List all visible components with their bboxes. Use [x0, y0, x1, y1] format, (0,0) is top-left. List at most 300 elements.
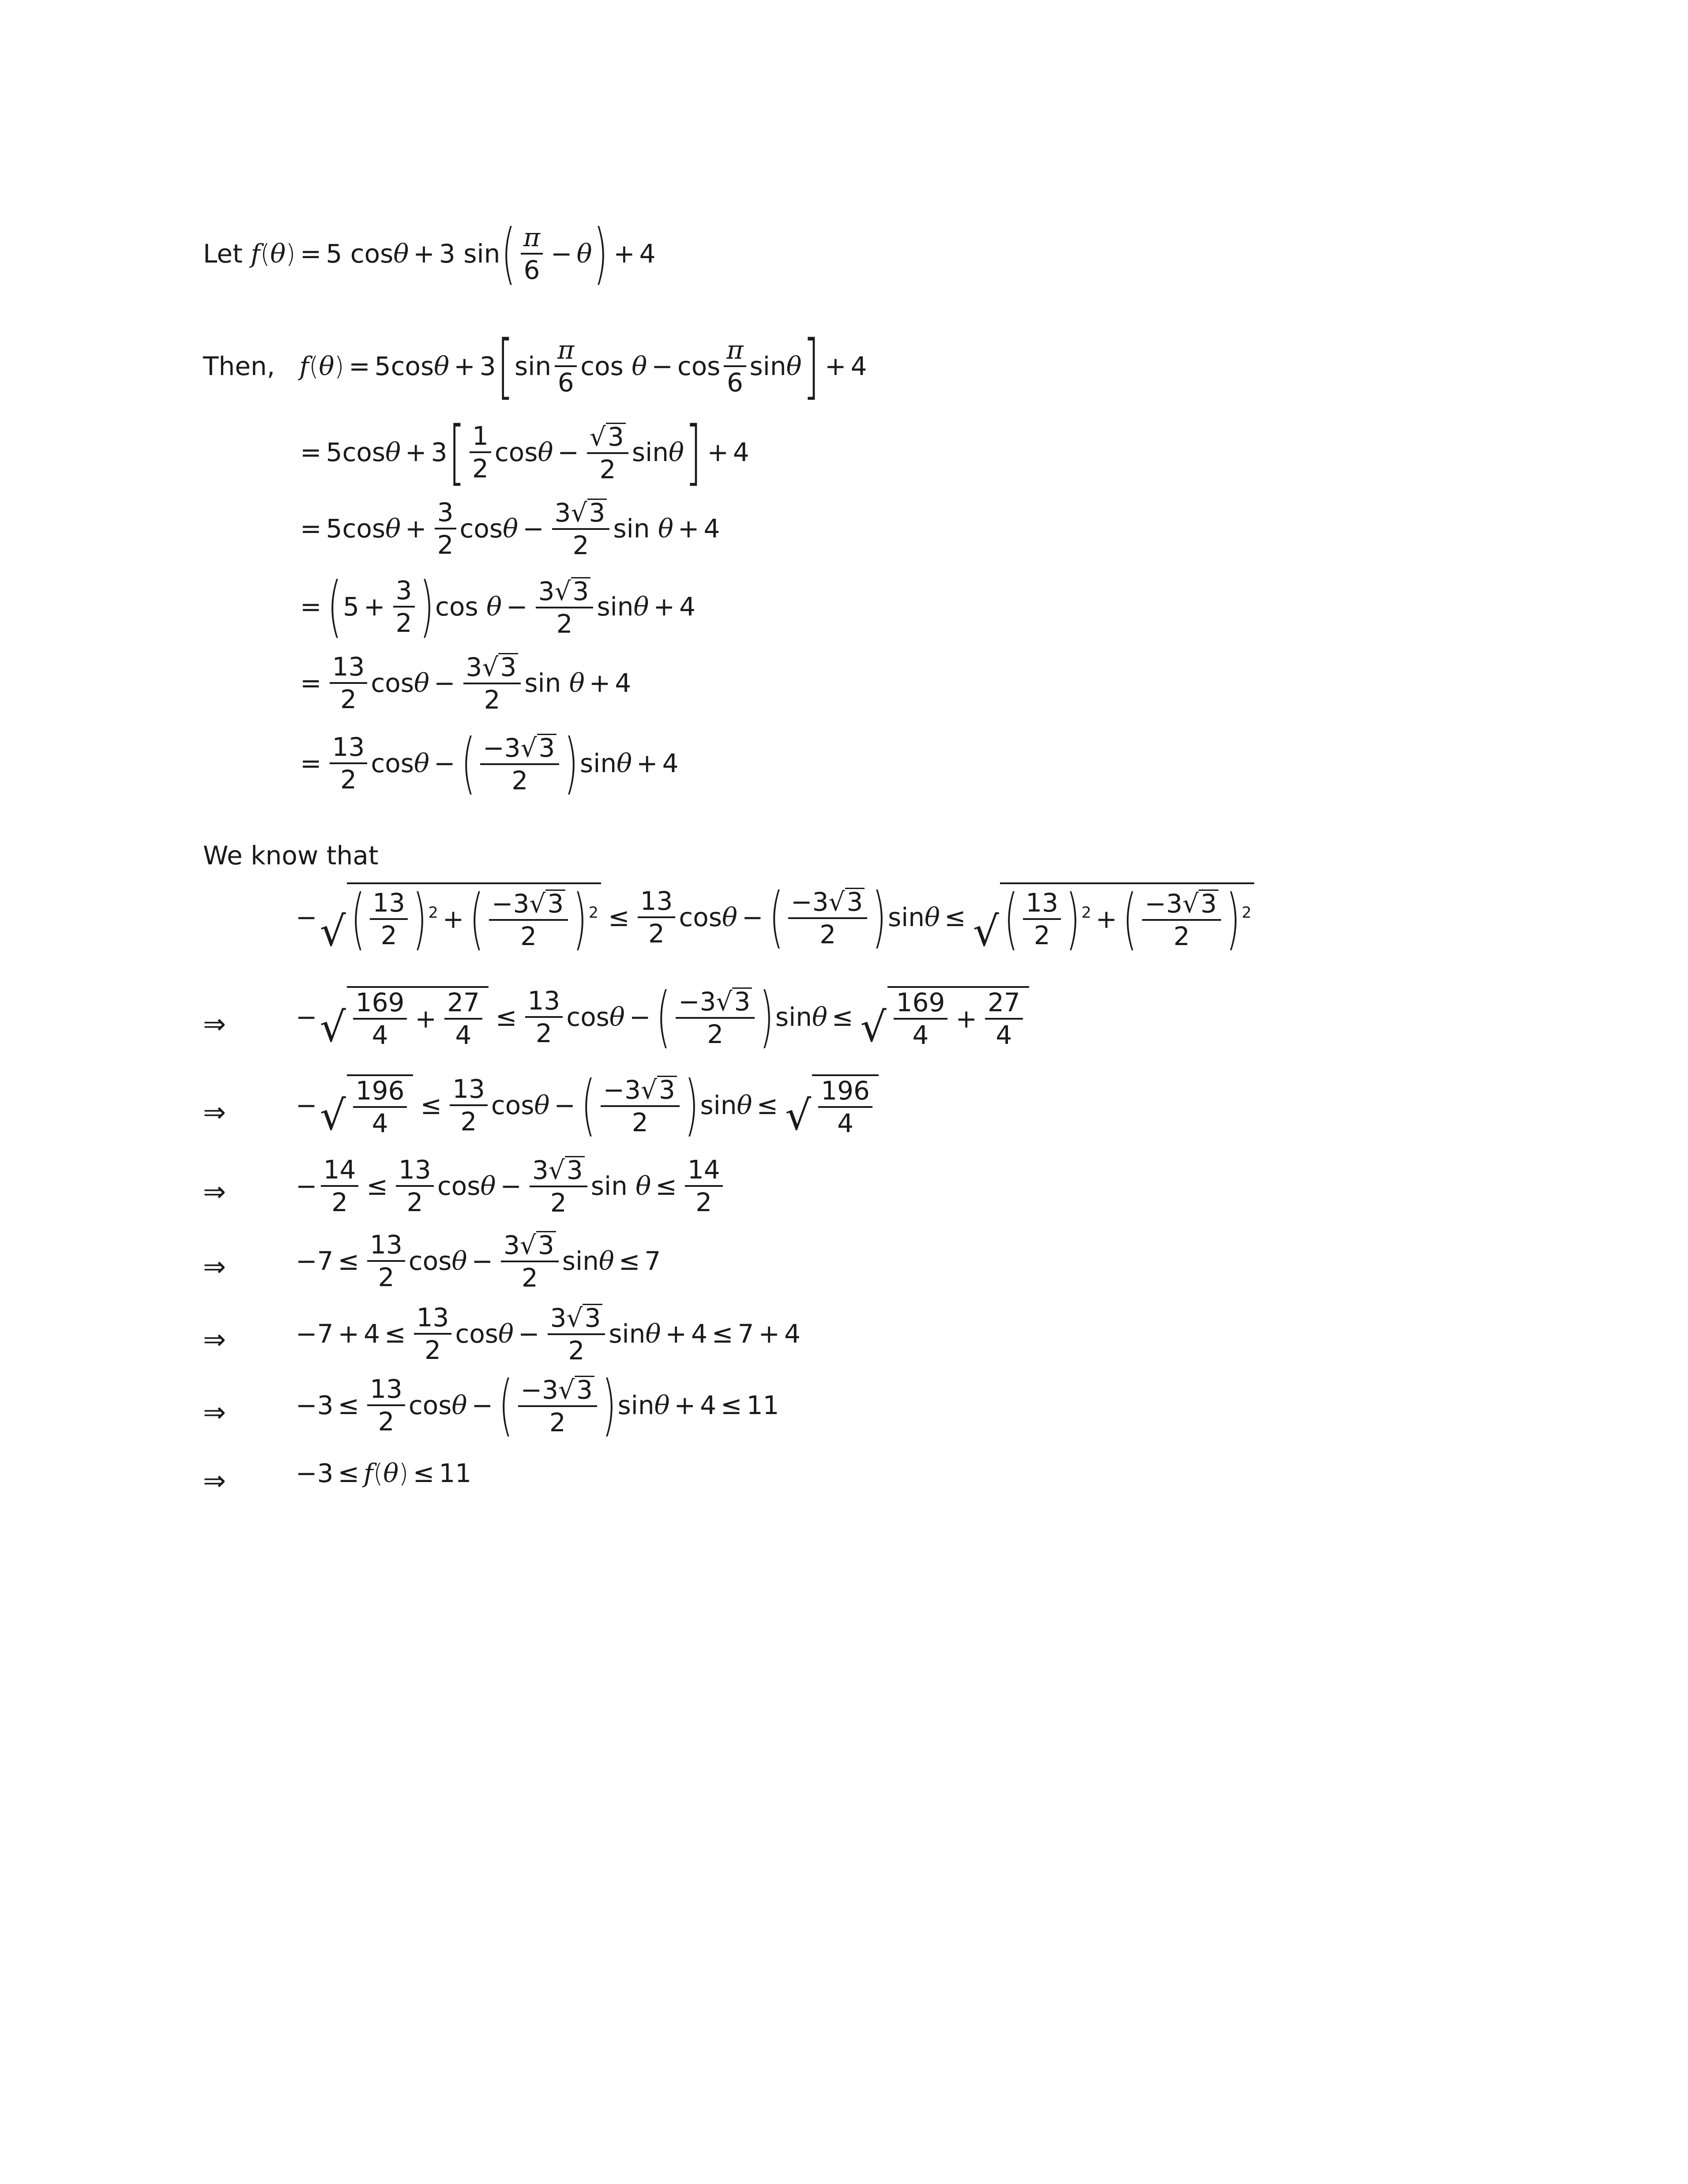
denominator: 2 [556, 608, 573, 639]
equation-step-5 [296, 568, 696, 645]
fraction-13-2 [330, 651, 368, 714]
numerator: −3√ 3 [676, 987, 755, 1019]
fraction-1-2 [470, 421, 491, 484]
numerator: 13 [414, 1305, 452, 1335]
cos-fn: cos [391, 351, 434, 381]
implies-arrow: ⇒ [203, 1175, 226, 1208]
numerator: 3√ 3 [501, 1231, 559, 1262]
theta-symbol: θ [434, 351, 450, 381]
fraction-neg3sqrt3-2 [480, 732, 559, 796]
coef: −3 [483, 732, 521, 763]
numerator: 13 [367, 1376, 405, 1406]
inequality-5 [296, 1231, 661, 1291]
inequality-3 [296, 1067, 881, 1144]
theta-symbol: θ [480, 1171, 496, 1201]
theta-symbol: θ [451, 1246, 467, 1276]
numerator: 13 [367, 1232, 405, 1262]
inequality-4 [296, 1156, 726, 1216]
theta-symbol: θ [658, 513, 673, 544]
fraction-196-4 [353, 1078, 407, 1136]
plus-sign: + [415, 1004, 437, 1034]
cos-fn: cos [491, 1090, 534, 1120]
numerator: √ 3 [587, 423, 628, 454]
denominator: 2 [1173, 921, 1190, 951]
implies-arrow: ⇒ [203, 1250, 226, 1283]
exponent: 2 [428, 904, 438, 922]
numerator: 3 [435, 499, 456, 529]
square-root [973, 881, 1254, 957]
fraction-3sqrt3-2 [552, 499, 610, 558]
sin-fn: sin [749, 351, 786, 381]
denominator: 2 [340, 684, 357, 714]
radicand: 3 [583, 1304, 602, 1331]
denominator: 2 [425, 1335, 441, 1365]
fraction-3-2 [435, 499, 456, 558]
paren-open: ( [769, 879, 783, 956]
value-neg7: −7 [296, 1318, 334, 1349]
minus-sign: − [471, 1390, 493, 1420]
radicand [812, 1074, 879, 1136]
value-neg3: −3 [296, 1390, 334, 1420]
radicand [887, 986, 1029, 1048]
minus-sign: − [500, 1171, 522, 1201]
coef-3: 3 [431, 437, 447, 467]
coef: 3 [504, 1230, 520, 1260]
plus-sign: + [405, 437, 427, 467]
fraction-13-2 [1023, 890, 1061, 948]
sin-fn: sin [562, 1246, 599, 1276]
fraction-13-2 [367, 1229, 405, 1292]
paren-open: ( [1004, 881, 1019, 957]
denominator: 2 [632, 1107, 648, 1137]
le-sign: ≤ [413, 1458, 435, 1488]
radical-sign: √ [785, 1092, 812, 1140]
numerator: 3 [393, 578, 415, 608]
le-sign: ≤ [495, 1002, 517, 1032]
numerator: −3√ 3 [489, 889, 568, 921]
const-4: 4 [733, 437, 749, 467]
numerator: 13 [450, 1076, 488, 1106]
coef: −3 [678, 986, 716, 1017]
let-label: Let [203, 239, 243, 269]
fraction-196-4 [818, 1078, 872, 1136]
const-4: 4 [639, 239, 656, 269]
value-11: 11 [746, 1390, 779, 1420]
numerator: 14 [321, 1157, 359, 1187]
cos-fn: cos [494, 437, 538, 467]
coef: −3 [603, 1074, 641, 1105]
know-text: We know that [203, 841, 379, 871]
fraction-3sqrt3-2 [463, 653, 521, 713]
cos-fn: cos [350, 239, 394, 269]
theta-symbol: θ [668, 437, 684, 467]
fraction-3sqrt3-2 [501, 1231, 559, 1291]
radicand: 3 [537, 734, 557, 761]
radicand: 3 [845, 888, 865, 915]
sin-fn: sin [463, 239, 500, 269]
theta-symbol: θ [503, 513, 519, 544]
equation-definition [203, 215, 656, 292]
paren-close: ) [593, 215, 608, 292]
then-label: Then, [203, 351, 275, 381]
minus-sign: − [651, 351, 673, 381]
numerator: 13 [396, 1157, 434, 1187]
le-sign: ≤ [338, 1390, 360, 1420]
paren-open: ( [373, 1458, 383, 1488]
plus-sign: + [653, 592, 675, 622]
paren-close: ) [334, 351, 345, 381]
plus-sign: + [338, 1318, 360, 1349]
fraction-13-2 [330, 732, 368, 795]
fraction-13-2 [396, 1154, 434, 1217]
bracket-close: ] [803, 325, 820, 407]
radicand: 3 [732, 987, 752, 1014]
equals-sign: = [300, 437, 322, 467]
le-sign: ≤ [944, 902, 966, 932]
radical-sign: √ [973, 908, 999, 956]
numerator: π [724, 337, 746, 367]
inequality-7 [296, 1367, 779, 1444]
theta-symbol: θ [414, 668, 429, 698]
fraction-3-2 [393, 575, 415, 638]
cos-fn: cos [371, 668, 414, 698]
cos-fn: cos [435, 592, 478, 622]
equals-sign: = [300, 239, 322, 269]
denominator: 2 [378, 1262, 395, 1292]
le-sign: ≤ [338, 1246, 360, 1276]
equals-sign: = [300, 592, 322, 622]
paren-close: ) [573, 881, 587, 957]
const-4: 4 [615, 668, 632, 698]
plus-sign: + [613, 239, 635, 269]
numerator: 13 [330, 734, 368, 764]
radicand: 3 [657, 1076, 677, 1103]
bracket-open: [ [497, 325, 514, 407]
denominator: 2 [395, 608, 412, 638]
paren-open: ( [581, 1067, 596, 1144]
square-root [320, 986, 489, 1051]
le-sign: ≤ [338, 1458, 360, 1488]
plus-sign: + [364, 592, 385, 622]
fraction-169-4 [353, 987, 407, 1050]
theta-symbol: θ [632, 351, 647, 381]
function-symbol: f [251, 239, 260, 269]
fraction-sqrt3-2 [587, 423, 628, 482]
const-4: 4 [691, 1318, 707, 1349]
denominator: 2 [549, 1407, 566, 1437]
fraction-13-2 [525, 988, 563, 1046]
coef: 3 [550, 1303, 567, 1333]
paren-open: ( [470, 881, 484, 957]
radicand [347, 1074, 414, 1136]
numerator: π [555, 337, 577, 367]
plus-sign: + [589, 668, 611, 698]
exponent: 2 [1241, 904, 1252, 922]
minus-sign: − [551, 239, 572, 269]
fraction-13-2 [638, 886, 676, 949]
function-symbol: f [299, 351, 309, 381]
denominator: 6 [523, 255, 540, 285]
le-sign: ≤ [711, 1318, 733, 1349]
exponent: 2 [1081, 904, 1091, 922]
value-neg3: −3 [296, 1458, 334, 1488]
paren-close: ) [684, 1067, 699, 1144]
theta-symbol: θ [609, 1002, 625, 1032]
denominator: 2 [550, 1188, 567, 1218]
le-sign: ≤ [756, 1090, 778, 1120]
plus-sign: + [665, 1318, 687, 1349]
coef: −3 [491, 888, 530, 919]
denominator: 2 [380, 920, 397, 950]
radical-sign: √ [320, 1003, 346, 1051]
cos-fn: cos [342, 437, 386, 467]
denominator: 4 [912, 1020, 929, 1050]
theta-symbol: θ [786, 351, 802, 381]
theta-symbol: θ [538, 437, 553, 467]
paren-open: ( [501, 215, 516, 292]
sin-fn: sin [617, 1390, 654, 1420]
radicand: 3 [571, 577, 591, 604]
denominator: 4 [372, 1020, 388, 1050]
theta-symbol: θ [925, 902, 940, 932]
numerator: 169 [353, 990, 407, 1020]
theta-symbol: θ [737, 1090, 752, 1120]
numerator: 1 [470, 423, 491, 453]
numerator: 196 [353, 1078, 407, 1108]
paren-open: ( [260, 239, 271, 269]
plus-sign: + [758, 1318, 780, 1349]
paren-close: ) [419, 568, 434, 645]
const-4: 4 [784, 1318, 801, 1349]
minus-sign: − [296, 1171, 317, 1201]
minus-sign: − [296, 1002, 317, 1032]
radical-sign: √ [860, 1003, 887, 1051]
theta-symbol: θ [270, 239, 286, 269]
coef: −3 [791, 886, 829, 917]
equals-sign: = [300, 748, 322, 778]
denominator: 2 [437, 529, 454, 560]
radical-sign: √ [320, 1092, 346, 1140]
numerator: −3√ 3 [1142, 889, 1221, 921]
equation-step-7 [296, 725, 679, 802]
fraction-3sqrt3-2 [530, 1156, 587, 1216]
radicand [347, 986, 489, 1048]
sin-fn: sin [613, 513, 650, 544]
paren-close: ) [399, 1458, 409, 1488]
numerator: π [521, 225, 543, 255]
bracket-open: [ [448, 411, 465, 493]
implies-arrow: ⇒ [203, 1396, 226, 1428]
numerator: 3√ 3 [530, 1156, 587, 1187]
sin-fn: sin [609, 1318, 646, 1349]
theta-symbol: θ [414, 748, 429, 778]
equation-step-4 [296, 499, 720, 558]
coef-5: 5 [326, 513, 342, 544]
theta-symbol: θ [385, 513, 401, 544]
sin-fn: sin [632, 437, 669, 467]
coef: −3 [1144, 888, 1183, 919]
paren-close: ) [1226, 881, 1241, 957]
radicand: 3 [1199, 889, 1218, 916]
radical-sign: √ [320, 908, 346, 956]
denominator: 2 [460, 1107, 477, 1137]
le-sign: ≤ [831, 1002, 853, 1032]
implies-arrow: ⇒ [203, 1464, 226, 1497]
numerator: 14 [685, 1157, 723, 1187]
const-4: 4 [850, 351, 867, 381]
numerator: 3√ 3 [548, 1304, 605, 1335]
cos-fn: cos [371, 748, 414, 778]
denominator: 2 [648, 919, 665, 949]
square-root [320, 1074, 414, 1140]
fraction-27-4 [444, 987, 482, 1050]
minus-sign: − [433, 668, 455, 698]
paren-close: ) [602, 1367, 617, 1444]
fraction-13-2 [450, 1074, 488, 1137]
implies-arrow: ⇒ [203, 1008, 226, 1040]
numerator: −3√ 3 [788, 888, 867, 919]
cos-fn: cos [679, 902, 722, 932]
fraction-pi-6 [521, 222, 543, 285]
fraction-neg3sqrt3-2 [518, 1376, 597, 1435]
cos-fn: cos [408, 1246, 452, 1276]
denominator: 2 [535, 1018, 552, 1048]
inequality-conclusion [296, 1460, 471, 1486]
le-sign: ≤ [618, 1246, 640, 1276]
sin-fn: sin [700, 1090, 737, 1120]
minus-sign: − [741, 902, 763, 932]
fraction-neg3sqrt3-2 [1142, 889, 1221, 949]
value-neg7: −7 [296, 1246, 334, 1276]
theta-symbol: θ [576, 239, 592, 269]
fraction-14-2 [321, 1154, 359, 1217]
paren-close: ) [872, 879, 887, 956]
coef-3: 3 [439, 239, 455, 269]
fraction-13-2 [370, 890, 408, 948]
denominator: 2 [521, 1263, 538, 1293]
coef-5: 5 [326, 239, 342, 269]
radicand [347, 881, 601, 957]
plus-sign: + [824, 351, 846, 381]
theta-symbol: θ [385, 437, 401, 467]
const-4: 4 [679, 592, 696, 622]
sin-fn: sin [515, 351, 552, 381]
theta-symbol: θ [635, 1171, 651, 1201]
minus-sign: − [471, 1246, 493, 1276]
sin-fn: sin [775, 1002, 812, 1032]
equation-step-3 [296, 411, 749, 493]
cos-fn: cos [580, 351, 624, 381]
numerator: −3√ 3 [518, 1376, 597, 1407]
theta-symbol: θ [451, 1390, 467, 1420]
numerator: −3√ 3 [480, 734, 559, 765]
paren-close: ) [759, 979, 774, 1055]
paren-close: ) [1066, 881, 1080, 957]
fraction-3sqrt3-2 [548, 1303, 605, 1366]
minus-sign: − [523, 513, 544, 544]
const-4: 4 [364, 1318, 380, 1349]
paren-open: ( [499, 1367, 513, 1444]
plus-sign: + [454, 351, 475, 381]
const-4: 4 [700, 1390, 717, 1420]
radicand [1000, 881, 1254, 957]
minus-sign: − [629, 1002, 651, 1032]
plus-sign: + [405, 513, 427, 544]
theta-symbol: θ [812, 1002, 827, 1032]
theta-symbol: θ [486, 592, 502, 622]
fraction-neg3sqrt3-2 [788, 888, 867, 947]
denominator: 2 [572, 530, 589, 560]
denominator: 2 [599, 454, 616, 484]
plus-sign: + [442, 904, 464, 934]
paren-open: ( [327, 568, 342, 645]
plus-sign: + [413, 239, 435, 269]
coef-5: 5 [326, 437, 342, 467]
inequality-2 [296, 979, 1032, 1055]
fraction-13-2 [367, 1374, 405, 1437]
cos-fn: cos [342, 513, 386, 544]
inequality-6 [296, 1302, 801, 1366]
denominator: 2 [340, 765, 357, 795]
cos-fn: cos [408, 1390, 452, 1420]
theta-symbol: θ [498, 1318, 514, 1349]
numerator: 196 [818, 1078, 872, 1108]
equals-sign: = [300, 513, 322, 544]
coef: 3 [538, 576, 555, 606]
paren-close: ) [564, 725, 579, 802]
theta-symbol: θ [534, 1090, 550, 1120]
theta-symbol: θ [645, 1318, 661, 1349]
fraction-pi-6 [724, 335, 746, 398]
cos-fn: cos [566, 1002, 609, 1032]
minus-sign: − [433, 748, 455, 778]
paren-close: ) [286, 239, 296, 269]
plus-sign: + [707, 437, 729, 467]
paren-open: ( [461, 725, 475, 802]
denominator: 2 [378, 1407, 395, 1437]
denominator: 2 [696, 1187, 712, 1217]
square-root [320, 881, 601, 957]
fraction-27-4 [985, 987, 1023, 1050]
radicand: 3 [575, 1376, 594, 1403]
fraction-pi-6 [555, 335, 577, 398]
theta-symbol: θ [393, 239, 409, 269]
numerator: −3√ 3 [601, 1076, 680, 1107]
fraction-neg3sqrt3-2 [489, 889, 568, 949]
minus-sign: − [554, 1090, 576, 1120]
radicand: 3 [498, 653, 518, 680]
paren-open: ( [656, 979, 671, 1055]
denominator: 2 [331, 1187, 348, 1217]
denominator: 2 [406, 1187, 423, 1217]
numerator: 27 [444, 990, 482, 1020]
plus-sign: + [1095, 904, 1117, 934]
fraction-14-2 [685, 1154, 723, 1217]
coef: −3 [520, 1374, 559, 1405]
le-sign: ≤ [420, 1090, 442, 1120]
numerator: 3√ 3 [552, 499, 610, 530]
radicand: 3 [587, 499, 607, 525]
sin-fn: sin [579, 748, 617, 778]
numerator: 13 [1023, 890, 1061, 920]
theta-symbol: θ [383, 1458, 399, 1488]
plus-sign: + [636, 748, 658, 778]
sin-fn: sin [597, 592, 634, 622]
denominator: 4 [996, 1020, 1012, 1050]
plus-sign: + [674, 1390, 696, 1420]
minus-sign: − [518, 1318, 540, 1349]
le-sign: ≤ [366, 1171, 388, 1201]
